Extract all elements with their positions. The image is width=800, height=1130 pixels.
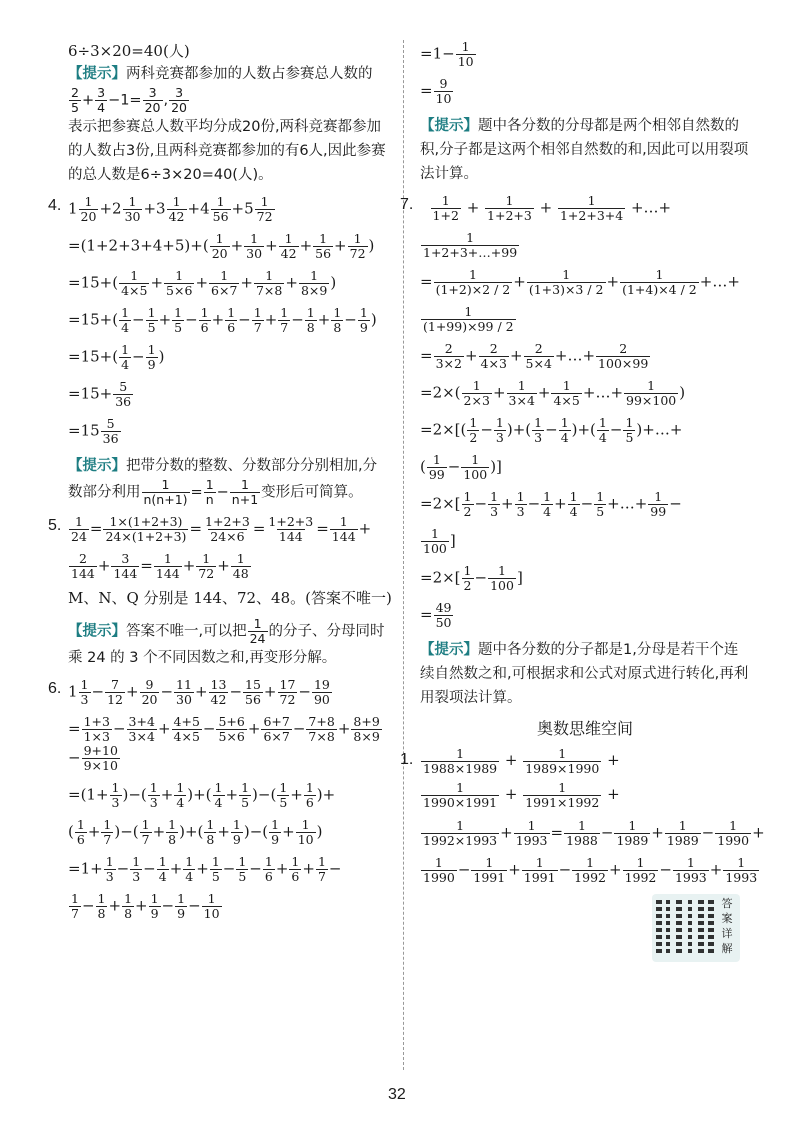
math-line: 7. $\frac{1}{1+2}$ + $\frac{1}{1+2+3}$ + $\frac{1}{1+2+3+4}$ +…+ <box>400 193 672 223</box>
math-line: = $\frac{49}{50}$ <box>420 600 452 630</box>
math-line: = $\frac{1}{(1+2)\times 2 / 2}$ + $\frac{1}{(1+3)\times 3 / 2}$ + $\frac{1}{(1+4)\times 4 / 2}$ +…+ <box>420 267 740 297</box>
hint-formula: $\frac{2}{5}$ + $\frac{3}{4}$ −1= $\frac{3}{20}$ , $\frac{3}{20}$ <box>71 85 188 115</box>
math-line: =1− $\frac{1}{10}$ <box>420 39 474 69</box>
math-line: =1+ $\frac{1}{3}$ − $\frac{1}{3}$ − $\frac{1}{4}$ + $\frac{1}{4}$ + $\frac{1}{5}$ − $\frac{1}{5}$ − $\frac{1}{6}$ + $\frac{1}{6}$ + $\frac{1}{7}$ − <box>68 854 342 884</box>
math-line: 4. 1 $\frac{1}{20}$ +2 $\frac{1}{30}$ +3 $\frac{1}{42}$ +4 $\frac{1}{56}$ +5 $\frac{1}{72}$ <box>48 194 273 224</box>
question-number: 6. <box>48 680 62 697</box>
math-line: =2×[ $\frac{1}{2}$ − $\frac{1}{100}$ ] <box>420 563 523 593</box>
math-line: ( $\frac{1}{6}$ + $\frac{1}{7}$ )−( $\frac{1}{7}$ + $\frac{1}{8}$ )+( $\frac{1}{8}$ + $\frac{1}{9}$ )−( $\frac{1}{9}$ + $\frac{1}{10}$ ) <box>68 817 323 847</box>
left-column <box>48 40 392 921</box>
math-line: =(1+2+3+4+5)+( $\frac{1}{20}$ + $\frac{1}{30}$ + $\frac{1}{42}$ + $\frac{1}{56}$ + $\frac{1}{72}$ ) <box>68 231 375 261</box>
math-line: $\frac{1}{1990}$ − $\frac{1}{1991}$ + $\frac{1}{1991}$ − $\frac{1}{1992}$ + $\frac{1}{1992}$ − $\frac{1}{1993}$ + $\frac{1}{1993}$ <box>423 855 758 885</box>
math-line: 6. 1 $\frac{1}{3}$ − $\frac{7}{12}$ + $\frac{9}{20}$ − $\frac{11}{30}$ + $\frac{13}{42}$ − $\frac{15}{56}$ + $\frac{17}{72}$ − $\frac{19}{90}$ <box>48 677 330 707</box>
math-line: $\frac{1}{100}$ ] <box>423 526 456 556</box>
hint-text-2: 表示把参赛总人数平均分成20份,两科竞赛都参加的人数占3份,且两科竞赛都参加的有6人,因此参赛的总人数是6÷3×20=40(人)。 <box>68 119 386 183</box>
math-line: =15 $\frac{5}{36}$ <box>68 416 119 446</box>
question-number: 4. <box>48 197 62 214</box>
question-number: 1. <box>400 751 414 768</box>
page-number: 32 <box>388 1086 406 1103</box>
question-number: 7. <box>400 196 414 213</box>
math-line: =2×[ $\frac{1}{2}$ − $\frac{1}{3}$ + $\frac{1}{3}$ − $\frac{1}{4}$ + $\frac{1}{4}$ − $\frac{1}{5}$ +…+ $\frac{1}{99}$ − <box>420 489 682 519</box>
math-line: $\frac{1}{1+2+3+\dots+99}$ <box>423 230 518 260</box>
qr-code-panel[interactable] <box>652 894 740 962</box>
hint-text: 两科竞赛都参加的人数占参赛总人数的 <box>126 66 373 82</box>
math-line: = $\frac{9}{10}$ <box>420 76 452 106</box>
math-line: =(1+ $\frac{1}{3}$ )−( $\frac{1}{3}$ + $\frac{1}{4}$ )+( $\frac{1}{4}$ + $\frac{1}{5}$ )−( $\frac{1}{5}$ + $\frac{1}{6}$ )+ <box>68 780 336 810</box>
answer-line: 6÷3×20=40(人) <box>68 42 190 60</box>
hint-paragraph: 【提示】题中各分数的分子都是1,分母是若干个连续自然数之和,可根据求和公式对原式进行转化,再利用裂项法计算。 <box>420 642 749 706</box>
math-line: $\frac{1}{(1+99)\times 99 / 2}$ <box>423 304 514 334</box>
question-number: 5. <box>48 517 62 534</box>
math-line: =15+( $\frac{1}{4}$ − $\frac{1}{5}$ + $\frac{1}{5}$ − $\frac{1}{6}$ + $\frac{1}{6}$ − $\frac{1}{7}$ + $\frac{1}{7}$ − $\frac{1}{8}$ + $\frac{1}{8}$ − $\frac{1}{9}$ ) <box>68 305 377 335</box>
math-line: =2×( $\frac{1}{2\times 3}$ + $\frac{1}{3\times 4}$ + $\frac{1}{4\times 5}$ +…+ $\frac{1}{99\times 100}$ ) <box>420 378 686 408</box>
hint-paragraph <box>68 62 390 86</box>
math-line: 5. $\frac{1}{24}$ = $\frac{1\times(1+2+3)}{24\times(1+2+3)}$ = $\frac{1+2+3}{24\times 6}$ = $\frac{1+2+3}{144}$ = $\frac{1}{144}$ + <box>48 514 372 544</box>
section-title: 奥数思维空间 <box>536 719 633 738</box>
math-line: =15+ $\frac{5}{36}$ <box>68 379 132 409</box>
math-line: = $\frac{2}{3\times 2}$ + $\frac{2}{4\times 3}$ + $\frac{2}{5\times 4}$ +…+ $\frac{2}{100\times 99}$ <box>420 341 649 371</box>
math-line: $\frac{1}{7}$ − $\frac{1}{8}$ + $\frac{1}{8}$ + $\frac{1}{9}$ − $\frac{1}{9}$ − $\frac{1}{10}$ <box>71 891 220 921</box>
math-line: 1. $\frac{1}{1988\times 1989}$ + $\frac{1}{1989\times 1990}$ + $\frac{1}{1990\times 1991}$ + $\frac{1}{1991\times 1992}$ + <box>420 743 650 811</box>
hint-paragraph: 【提示】答案不唯一,可以把 $\frac{1}{24}$ 的分子、分母同时乘 24 的 3 个不同因数之和,再变形分解。 <box>68 616 385 666</box>
hint-paragraph: 【提示】把带分数的整数、分数部分分别相加,分数部分利用 $\frac{1}{n(n+1)}$ = $\frac{1}{n}$ − $\frac{1}{n+1}$ 变形后可简算。 <box>68 458 378 507</box>
math-line: =2×[( $\frac{1}{2}$ − $\frac{1}{3}$ )+( $\frac{1}{3}$ − $\frac{1}{4}$ )+( $\frac{1}{4}$ − $\frac{1}{5}$ )+…+ <box>420 415 683 445</box>
math-line: =15+( $\frac{1}{4\times 5}$ + $\frac{1}{5\times 6}$ + $\frac{1}{6\times 7}$ + $\frac{1}{7\times 8}$ + $\frac{1}{8\times 9}$ ) <box>68 268 337 298</box>
qr-code-icon[interactable] <box>656 898 714 956</box>
hint-paragraph: 【提示】题中各分数的分母都是两个相邻自然数的积,分子都是这两个相邻自然数的和,因此可以用裂项法计算。 <box>420 118 749 182</box>
math-line: ( $\frac{1}{99}$ − $\frac{1}{100}$ )] <box>420 452 502 482</box>
right-column <box>400 39 765 885</box>
math-line: $\frac{2}{144}$ + $\frac{3}{144}$ = $\frac{1}{144}$ + $\frac{1}{72}$ + $\frac{1}{48}$ <box>71 551 249 581</box>
qr-label: 答案详解 <box>721 897 733 955</box>
math-line: − $\frac{9+10}{9\times 10}$ <box>68 743 118 773</box>
answer-line: M、N、Q 分别是 144、72、48。(答案不唯一) <box>68 589 392 607</box>
math-line: $\frac{1}{1992\times 1993}$ + $\frac{1}{1993}$ = $\frac{1}{1988}$ − $\frac{1}{1989}$ + $\frac{1}{1989}$ − $\frac{1}{1990}$ + <box>423 818 765 848</box>
hint-label: 【提示】 <box>68 66 126 82</box>
math-line: =15+( $\frac{1}{4}$ − $\frac{1}{9}$ ) <box>68 342 165 372</box>
math-line: = $\frac{1+3}{1\times 3}$ − $\frac{3+4}{3\times 4}$ + $\frac{4+5}{4\times 5}$ − $\frac{5+6}{5\times 6}$ + $\frac{6+7}{6\times 7}$ − $\frac{7+8}{7\times 8}$ + $\frac{8+9}{8\times 9}$ <box>68 714 380 744</box>
